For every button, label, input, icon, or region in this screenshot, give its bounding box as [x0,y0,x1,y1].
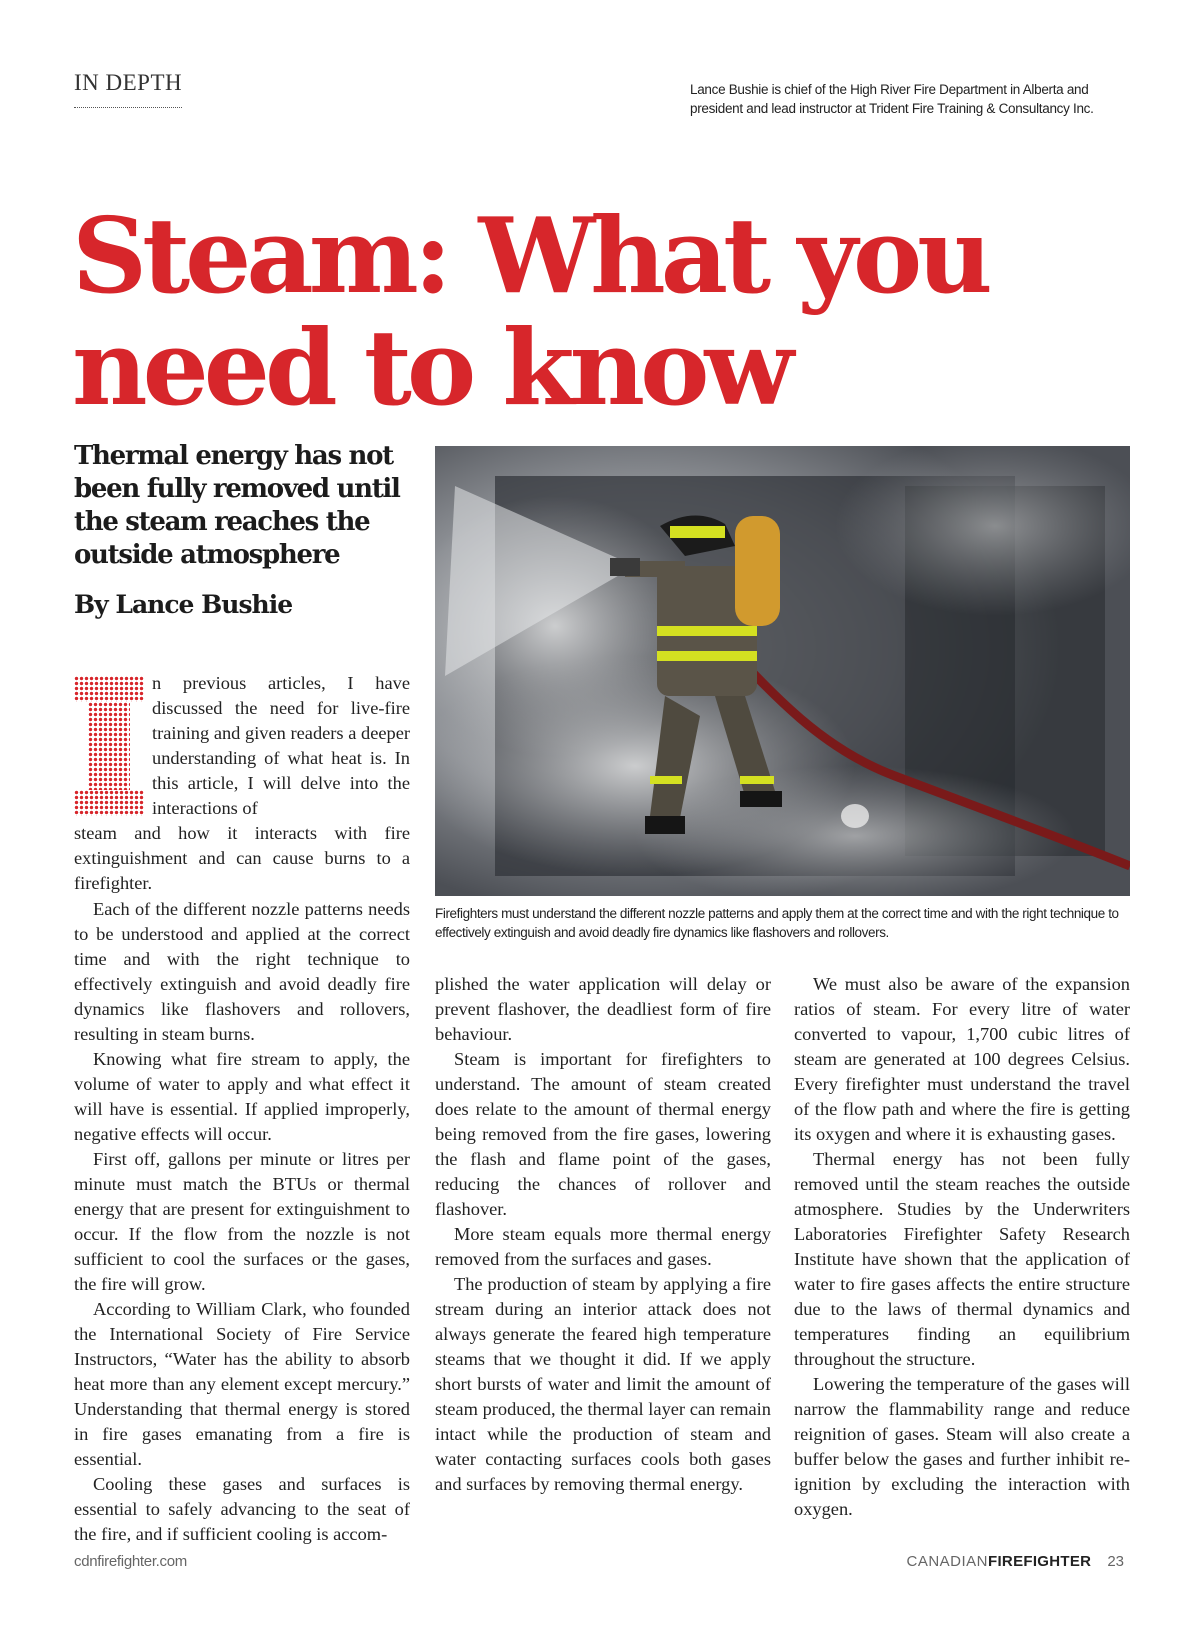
footer-website: cdnfirefighter.com [74,1553,187,1570]
dropcap-letter [74,676,146,816]
author-bio: Lance Bushie is chief of the High River Fire Department in Alberta and president and lead instructor at Trident Fire Training & Consultancy Inc. [690,82,1094,116]
column-3 [794,972,1130,1522]
paragraph: plished the water application will delay or prevent flashover, the deadliest form of fire behaviour. [435,974,771,1044]
paragraph: According to William Clark, who founded the International Society of Fire Service Instructors, “Water has the ability to absorb heat more than any element except mercury.” Understanding that thermal energy is stored in fire gases emanating from a fire is essential. [74,1299,410,1469]
photo-caption: Firefighters must understand the different nozzle patterns and apply them at the correct time and with the right technique to effectively extinguish and avoid deadly fire dynamics like flashovers and rollovers. [435,906,1119,940]
paragraph: The production of steam by applying a fire stream during an interior attack does not always generate the feared high temperature steams that we thought it did. If we apply short bursts of water and limit the amount of steam produced, the thermal layer can remain intact while the production of steam and water contacting surfaces cools both gases and surfaces by removing thermal energy. [435,1274,771,1494]
firefighter-photo [435,446,1130,896]
paragraph: More steam equals more thermal energy removed from the surfaces and gases. [435,1224,771,1269]
paragraph: Each of the different nozzle patterns needs to be understood and applied at the correct time and with the right technique to effectively extinguish and avoid deadly fire dynamics like flashovers and rollovers, resulting in steam burns. [74,899,410,1044]
paragraph: Knowing what fire stream to apply, the volume of water to apply and what effect it will have is essential. If applied improperly, negative effects will occur. [74,1049,410,1144]
magazine-name-part2: FIREFIGHTER [988,1553,1092,1570]
section-label: IN DEPTH [74,70,183,95]
section-divider [74,107,182,108]
magazine-name-part1: CANADIAN [906,1553,988,1570]
paragraph: We must also be aware of the expansion ratios of steam. For every litre of water converted to vapour, 1,700 cubic litres of steam are generated at 100 degrees Celsius. Every firefighter must understand the travel of the flow path and where the fire is getting its oxygen and where it is exhausting gases. [794,974,1130,1144]
paragraph: Steam is important for firefighters to understand. The amount of steam created does relate to the amount of thermal energy being removed from the fire gases, lowering the flash and flame point of the gases, reducing the chances of rollover and flashover. [435,1049,771,1219]
paragraph: Lowering the temperature of the gases will narrow the flammability range and reduce reignition of gases. Steam will also create a buffer below the gases and further inhibit re-ignition by excluding the interaction with oxygen. [794,1374,1130,1519]
paragraph: Cooling these gases and surfaces is essential to safely advancing to the seat of the fire, and if sufficient cooling is accom- [74,1474,410,1544]
article-deck: Thermal energy has not been fully removed until the steam reaches the outside atmosphere [74,441,400,570]
footer-magazine [906,1553,1124,1570]
paragraph: Thermal energy has not been fully removed until the steam reaches the outside atmosphere. Studies by the Underwriters Laboratories Firefighter Safety Research Institute have shown that the application of water to fire gases affects the entire structure due to the laws of thermal dynamics and temperatures finding an equilibrium throughout the structure. [794,1149,1130,1369]
article-headline: Steam: What you need to know [72,194,988,429]
intro-paragraph: n previous articles, I have discussed the need for live-fire training and given readers a deeper understanding of what heat is. In this article, I will delve into the interactions of [152,673,410,818]
column-1 [74,897,410,1547]
column-2 [435,972,771,1497]
page-number: 23 [1107,1553,1124,1570]
intro-paragraph-tail: steam and how it interacts with fire extinguishment and can cause burns to a firefighter. [74,823,410,893]
paragraph: First off, gallons per minute or litres per minute must match the BTUs or thermal energy that are present for extinguishment to occur. If the flow from the nozzle is not sufficient to cool the surfaces or the gases, the fire will grow. [74,1149,410,1294]
article-byline: By Lance Bushie [74,590,293,619]
